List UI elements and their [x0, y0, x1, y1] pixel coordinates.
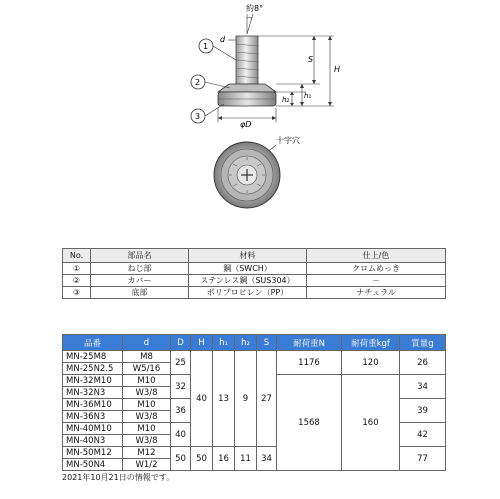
code-cell: MN-32M10 — [63, 375, 123, 387]
d-cell: W5/16 — [123, 363, 171, 375]
h2-cell: 11 — [235, 447, 257, 471]
S-label: S — [308, 55, 314, 64]
callout-1 — [199, 39, 236, 60]
load-kgf-cell: 120 — [342, 351, 400, 375]
code-cell: MN-25N2.5 — [63, 363, 123, 375]
table-cell: ② — [63, 275, 91, 287]
cover — [218, 84, 276, 92]
d-cell: W1/2 — [123, 459, 171, 471]
table-cell: ねじ部 — [91, 263, 189, 275]
materials-header-finish: 仕上/色 — [307, 249, 446, 263]
spec-header-D: D — [171, 335, 191, 351]
h1-label: h₁ — [304, 92, 312, 100]
footnote: 2021年10月21日の情報です。 — [62, 473, 175, 482]
table-cell: ③ — [63, 287, 91, 299]
table-cell: ポリプロピレン（PP） — [189, 287, 307, 299]
D-cell: 40 — [171, 423, 191, 447]
top-view — [214, 142, 280, 208]
svg-text:1: 1 — [203, 42, 209, 51]
code-cell: MN-40M10 — [63, 423, 123, 435]
table-row — [63, 275, 446, 287]
load-n-cell: 1176 — [277, 351, 342, 375]
mass-cell: 26 — [400, 351, 446, 375]
materials-header-part: 部品名 — [91, 249, 189, 263]
callout-2 — [191, 75, 230, 89]
H-cell: 40 — [191, 351, 213, 447]
spec-header-h2: h₂ — [235, 335, 257, 351]
D-cell: 50 — [171, 447, 191, 471]
mass-cell: 39 — [400, 399, 446, 423]
spec-header-h1: h₁ — [213, 335, 235, 351]
h1-cell: 13 — [213, 351, 235, 447]
materials-header-no: No. — [63, 249, 91, 263]
spec-header-mass: 質量g — [400, 335, 446, 351]
d-cell: M10 — [123, 423, 171, 435]
code-cell: MN-25M8 — [63, 351, 123, 363]
table-cell: 底部 — [91, 287, 189, 299]
d-cell: M10 — [123, 375, 171, 387]
table-cell: クロムめっき — [307, 263, 446, 275]
spec-header-d: d — [123, 335, 171, 351]
S-cell: 34 — [257, 447, 277, 471]
S-cell: 27 — [257, 351, 277, 447]
table-cell: カバー — [91, 275, 189, 287]
side-view — [218, 36, 276, 106]
code-cell: MN-50M12 — [63, 447, 123, 459]
d-cell: M12 — [123, 447, 171, 459]
table-row — [63, 263, 446, 275]
code-cell: MN-32N3 — [63, 387, 123, 399]
table-cell: 鋼（SWCH） — [189, 263, 307, 275]
spec-header-row — [63, 335, 446, 351]
table-cell: － — [307, 275, 446, 287]
D-cell: 32 — [171, 375, 191, 399]
svg-text:3: 3 — [195, 112, 201, 121]
table-cell: ステンレス鋼（SUS304） — [189, 275, 307, 287]
materials-header-row — [63, 249, 446, 263]
materials-table — [62, 248, 446, 299]
product-drawing — [0, 0, 500, 240]
cross-hole-label: 十字穴 — [276, 136, 300, 145]
spec-header-load-n: 耐荷重N — [277, 335, 342, 351]
spec-table — [62, 334, 446, 471]
spec-header-S: S — [257, 335, 277, 351]
d-cell: M8 — [123, 351, 171, 363]
load-n-cell: 1568 — [277, 375, 342, 471]
load-kgf-cell: 160 — [342, 375, 400, 471]
spec-header-load-kgf: 耐荷重kgf — [342, 335, 400, 351]
phiD-label: φD — [240, 120, 252, 129]
d-cell: W3/8 — [123, 435, 171, 447]
table-row — [63, 351, 446, 363]
D-cell: 36 — [171, 399, 191, 423]
table-cell: ① — [63, 263, 91, 275]
table-row — [63, 287, 446, 299]
spec-header-H: H — [191, 335, 213, 351]
d-cell: W3/8 — [123, 387, 171, 399]
mass-cell: 77 — [400, 447, 446, 471]
D-cell: 25 — [171, 351, 191, 375]
d-cell: M10 — [123, 399, 171, 411]
mass-cell: 42 — [400, 423, 446, 447]
code-cell: MN-36M10 — [63, 399, 123, 411]
h2-cell: 9 — [235, 351, 257, 447]
svg-text:2: 2 — [195, 78, 201, 87]
h2-label: h₂ — [282, 96, 290, 104]
h1-cell: 16 — [213, 447, 235, 471]
d-label: d — [220, 35, 226, 44]
spec-header-code: 品番 — [63, 335, 123, 351]
code-cell: MN-50N4 — [63, 459, 123, 471]
angle-label: 約8° — [246, 4, 264, 13]
H-label: H — [334, 65, 341, 74]
table-cell: ナチュラル — [307, 287, 446, 299]
materials-header-material: 材料 — [189, 249, 307, 263]
H-cell: 50 — [191, 447, 213, 471]
d-cell: W3/8 — [123, 411, 171, 423]
code-cell: MN-36N3 — [63, 411, 123, 423]
callout-3 — [191, 104, 224, 123]
mass-cell: 34 — [400, 375, 446, 399]
code-cell: MN-40N3 — [63, 435, 123, 447]
